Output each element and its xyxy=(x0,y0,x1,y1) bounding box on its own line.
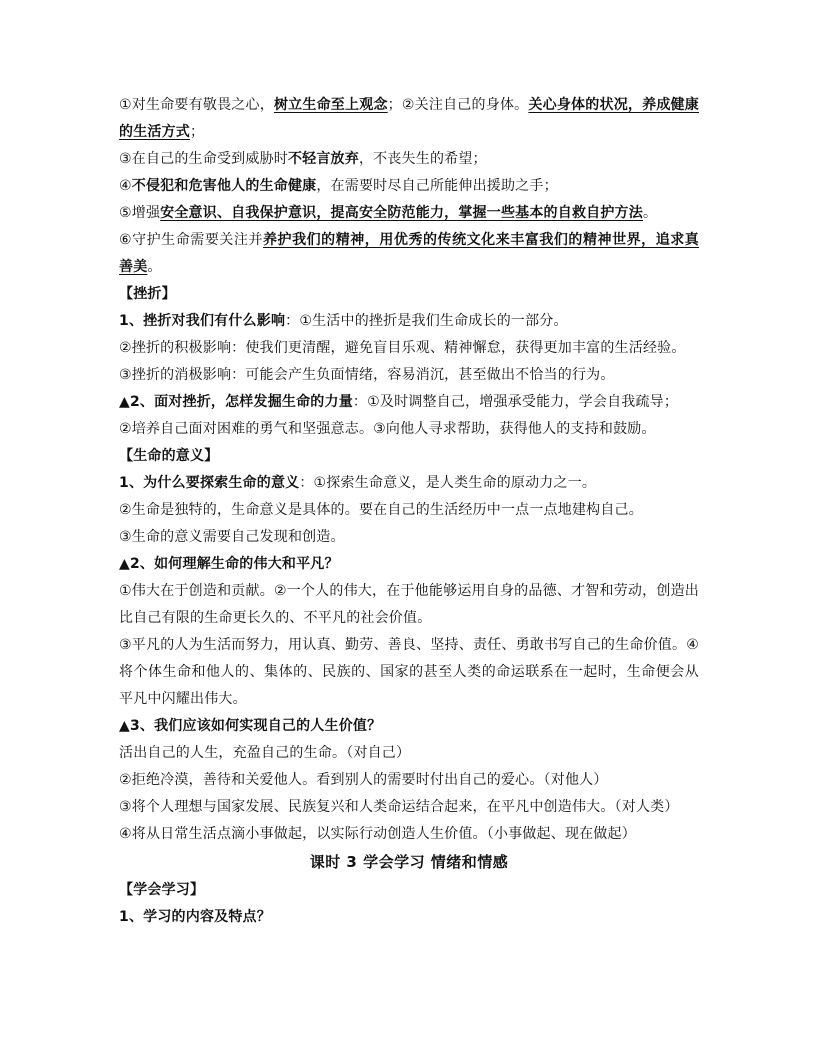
text: ①对生命要有敬畏之心， xyxy=(119,97,274,113)
question-label: 1、挫折对我们有什么影响 xyxy=(119,313,286,329)
setback-q1-positive: ②挫折的积极影响：使我们更清醒，避免盲目乐观、精神懈怠，获得更加丰富的生活经验。 xyxy=(119,340,686,356)
meaning-q3-action: ④将从日常生活点滴小事做起，以实际行动创造人生价值。（小事做起、现在做起） xyxy=(119,826,636,842)
text: ③在自己的生命受到威胁时 xyxy=(119,151,288,167)
question-label: 1、为什么要探索生命的意义 xyxy=(119,475,300,491)
setback-q2 xyxy=(119,389,699,416)
text: ④ xyxy=(119,178,132,194)
setback-q1 xyxy=(119,308,699,335)
section-heading-setback: 【挫折】 xyxy=(119,286,176,302)
text: 。 xyxy=(147,259,162,275)
meaning-q2-great: ①伟大在于创造和贡献。②一个人的伟大，在于他能够运用自身的品德、才智和劳动，创造出比自己有限的生命更长久的、不平凡的社会价值。 xyxy=(119,583,699,626)
text: ⑥守护生命需要关注并 xyxy=(119,232,263,248)
text: ⑤增强 xyxy=(119,205,161,221)
text: ，在需要时尽自己所能伸出援助之手； xyxy=(316,178,558,194)
meaning-q3-self: 活出自己的人生，充盈自己的生命。（对自己） xyxy=(119,745,411,761)
learning-q1: 1、学习的内容及特点？ xyxy=(119,909,271,925)
text: ：①生活中的挫折是我们生命成长的一部分。 xyxy=(285,313,568,329)
text: ，不丧失生的希望； xyxy=(358,151,487,167)
respect-point-1-2 xyxy=(119,92,699,146)
section-heading-learning: 【学会学习】 xyxy=(119,882,205,898)
key-point: 不轻言放弃 xyxy=(287,151,359,167)
meaning-q3-others: ②拒绝冷漠，善待和关爱他人。看到别人的需要时付出自己的爱心。（对他人） xyxy=(119,772,608,788)
text: 。 xyxy=(642,205,658,221)
respect-point-3 xyxy=(119,146,699,173)
text: ：①探索生命意义，是人类生命的原动力之一。 xyxy=(299,475,597,491)
text: ； xyxy=(190,124,205,140)
meaning-q3-label: ▲3、我们应该如何实现自己的人生价值？ xyxy=(119,718,382,734)
key-point: 养护我们的精神，用优秀的传统文化来丰富我们的精神世界，追求真善美 xyxy=(119,232,699,275)
meaning-q1 xyxy=(119,470,699,497)
respect-point-5 xyxy=(119,200,699,227)
key-point: 树立生命至上观念 xyxy=(273,97,388,113)
text: ；②关注自己的身体。 xyxy=(387,97,529,113)
respect-point-6 xyxy=(119,227,699,281)
text: ：①及时调整自己，增强承受能力，学会自我疏导； xyxy=(352,394,679,410)
lesson-title-text: 课时 3 学会学习 情绪和情感 xyxy=(309,853,509,871)
meaning-q3-humanity: ③将个人理想与国家发展、民族复兴和人类命运结合起来，在平凡中创造伟大。（对人类） xyxy=(119,799,679,815)
setback-q1-negative: ③挫折的消极影响：可能会产生负面情绪，容易消沉，甚至做出不恰当的行为。 xyxy=(119,367,615,383)
setback-q2-more: ②培养自己面对困难的勇气和坚强意志。③向他人寻求帮助，获得他人的支持和鼓励。 xyxy=(119,421,656,437)
key-point: 不侵犯和危害他人的生命健康 xyxy=(131,178,317,194)
key-point: 安全意识、自我保护意识，提高安全防范能力，掌握一些基本的自救自护方法 xyxy=(160,205,643,221)
question-label: ▲2、面对挫折，怎样发掘生命的力量 xyxy=(119,394,353,410)
meaning-q2-ordinary: ③平凡的人为生活而努力，用认真、勤劳、善良、坚持、责任、勇敢书写自己的生命价值。④将个体生命和他人的、集体的、民族的、国家的甚至人类的命运联系在一起时，生命便会从平凡中闪耀出伟大。 xyxy=(119,637,699,707)
respect-point-4 xyxy=(119,173,699,200)
document-page xyxy=(119,92,699,931)
key-point: 关心身体的状况，养成健康的生活方式 xyxy=(119,97,699,140)
meaning-q1-unique: ②生命是独特的，生命意义是具体的。要在自己的生活经历中一点一点地建构自己。 xyxy=(119,502,643,518)
meaning-q1-create: ③生命的意义需要自己发现和创造。 xyxy=(119,529,345,545)
lesson-title xyxy=(119,848,699,877)
meaning-q2-label: ▲2、如何理解生命的伟大和平凡？ xyxy=(119,556,339,572)
section-heading-meaning: 【生命的意义】 xyxy=(119,448,219,464)
